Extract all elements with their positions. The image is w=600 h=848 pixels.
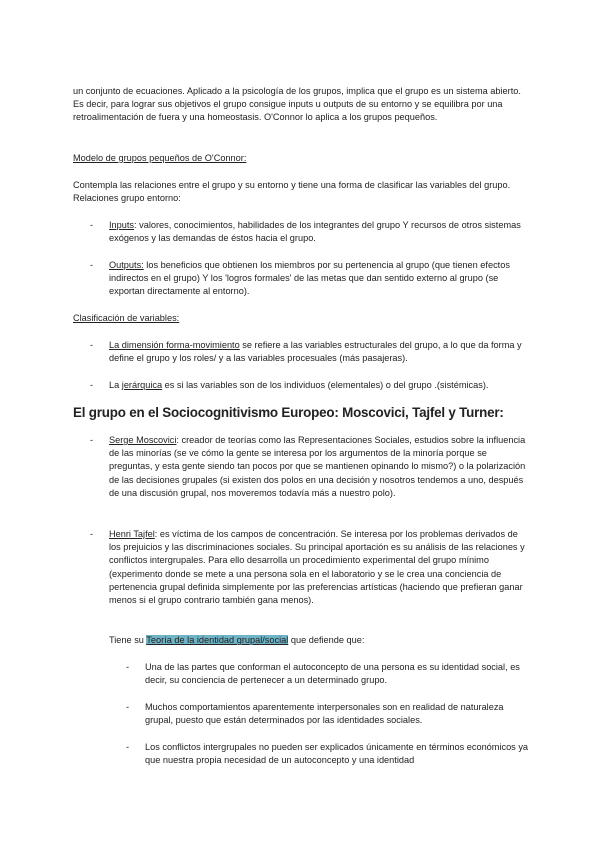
term-teoria-identidad: Teoría de la identidad grupal/social xyxy=(146,635,289,645)
teoria-prefix: Tiene su xyxy=(109,635,147,645)
bullet-marker: - xyxy=(90,340,94,350)
item-prefix: La xyxy=(109,380,122,390)
teoria-item-3: Los conflictos intergrupales no pueden ser explicados únicamente en términos económicos ya que nuestra propia necesidad de un autoconcepto y una identidad xyxy=(145,742,529,766)
list-item-inputs xyxy=(109,219,529,245)
term-tajfel: Henri Tajfel xyxy=(109,529,155,539)
list-item-jerarquica xyxy=(109,379,539,392)
bullet-marker: - xyxy=(90,435,94,445)
bullet-marker: - xyxy=(126,702,130,712)
term-moscovici: Serge Moscovici xyxy=(109,435,177,445)
item-text: : valores, conocimientos, habilidades de los integrantes del grupo Y recursos de otros sistemas exógenos y las demandas de éstos hacia el grupo. xyxy=(109,220,521,244)
item-text: es si las variables son de los individuos (elementales) o del grupo .(sistémicas). xyxy=(162,380,489,390)
term-outputs: Outputs: xyxy=(109,260,144,270)
term-inputs: Inputs xyxy=(109,220,135,230)
clasificacion-heading: Clasificación de variables: xyxy=(73,313,180,323)
oconnor-text: Contempla las relaciones entre el grupo y su entorno y tiene una forma de clasificar las variables del grupo. Relaciones grupo entorno: xyxy=(73,180,511,204)
item-text: : creador de teorías como las Representaciones Sociales, estudios sobre la influencia de las minorías (se ve cómo la gente se interesa por los argumentos de la minoría porque se preguntas, y esta gente siendo tan pocos por que se mantienen opinando lo mismo?) o la polarización de las decisiones grupales (si existen dos polos en una decisión y nosotros tendemos a uno, después de una discusión grupal, nos moveremos todavía más a nuestro polo). xyxy=(109,435,526,498)
term-jerarquica: jerárquica xyxy=(121,380,163,390)
term-forma-movimiento: La dimensión forma-movimiento xyxy=(109,340,240,350)
bullet-marker: - xyxy=(126,742,130,752)
bullet-marker: - xyxy=(90,220,94,230)
bullet-marker: - xyxy=(90,260,94,270)
list-item-tajfel xyxy=(109,528,529,607)
bullet-marker: - xyxy=(90,380,94,390)
bullet-marker: - xyxy=(90,529,94,539)
intro-paragraph: un conjunto de ecuaciones. Aplicado a la psicología de los grupos, implica que el grupo es un sistema abierto. Es decir, para lograr sus objetivos el grupo consigue inputs u outputs de su entorno y se equilibra por una retroalimentación de fuera y una homeostasis. O'Connor lo aplica a los grupos pequeños. xyxy=(73,86,521,123)
item-text: se refiere a las variables estructurales del grupo, a lo que da forma y define el grupo y los roles/ y a las variables procesuales (más pasajeras). xyxy=(109,340,522,364)
list-item-forma-movimiento xyxy=(109,339,529,365)
item-text: : es víctima de los campos de concentración. Se interesa por los problemas derivados de los prejuicios y las discriminaciones sociales. Su principal aportación es su análisis de las relaciones y conflictos intergrupales. Para ello desarrolla un procedimiento experimental del grupo mínimo (experimento donde se mete a una persona sola en el laboratorio y se le crea una conciencia de pertenencia grupal definida simplemente por las preferencias artísticas (haciendo que prefieran ganar menos si el grupo contrario también gana menos). xyxy=(109,529,525,606)
section-title: El grupo en el Sociocognitivismo Europeo: Moscovici, Tajfel y Turner: xyxy=(73,405,504,420)
list-item-outputs xyxy=(109,259,529,299)
item-text: los beneficios que obtienen los miembros por su pertenencia al grupo (que tienen efectos indirectos en el grupo) Y los 'logros formales' de las metas que dan sentido externo al grupo (se exportan directamente al entorno). xyxy=(109,260,510,297)
teoria-item-2: Muchos comportamientos aparentemente interpersonales son en realidad de naturaleza grupal, puesto que están determinados por las identidades sociales. xyxy=(145,702,504,726)
list-item-moscovici xyxy=(109,434,529,500)
teoria-item-1: Una de las partes que conforman el autoconcepto de una persona es su identidad social, es decir, su conciencia de pertenecer a un determinado grupo. xyxy=(145,662,520,686)
bullet-marker: - xyxy=(126,662,130,672)
teoria-intro xyxy=(109,634,529,647)
teoria-suffix: que defiende que: xyxy=(288,635,365,645)
oconnor-heading: Modelo de grupos pequeños de O'Connor: xyxy=(73,153,247,163)
